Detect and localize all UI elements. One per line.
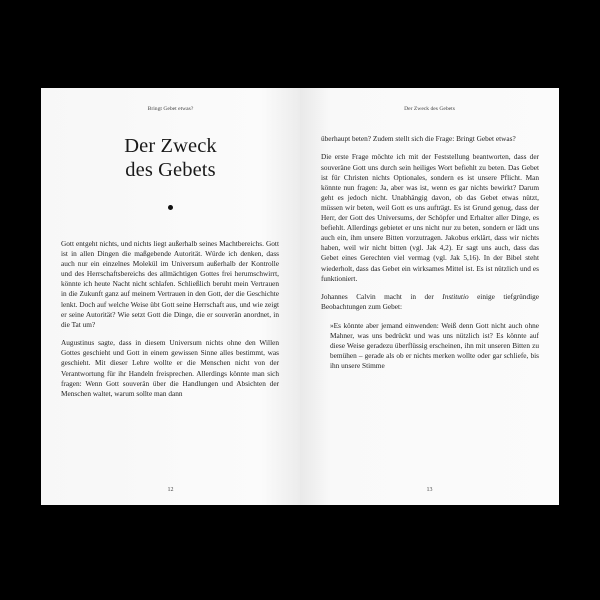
open-book (41, 88, 559, 505)
page-number: 12 (167, 487, 174, 493)
paragraph: Gott entgeht nichts, und nichts liegt außerhalb seines Machtbereichs. Gott ist in allen Dingen die maßgebende Autorität. Würde ich denken, dass auch nur ein einzelnes Molekül im Universum außerhalb der Kontrolle und des Herrschaftsbereichs des allmächtigen Gottes frei herumschwirrt, könnte ich heute Nacht nicht schlafen. Schließlich beruht mein Vertrauen in die Zukunft ganz auf meinem Vertrauen in den Gott, der die Geschichte lenkt. Doch auf welche Weise übt Gott seine Herrschaft aus, und wie zeigt er seine Autorität? Wie setzt Gott die Dinge, die er souverän anordnet, in die Tat um? (61, 239, 279, 329)
ornament-dot-icon (168, 205, 173, 210)
paragraph: Augustinus sagte, dass in diesem Universum nichts ohne den Willen Gottes geschieht und Gott in einem gewissen Sinne alles bestimmt, was geschieht. Mit dieser Lehre wollte er die Menschen nicht von der Verantwortung für ihr Handeln freisprechen. Allerdings könnte man sich fragen: Wenn Gott souverän über die Handlungen und Absichten der Menschen waltet, warum sollte man dann (61, 338, 279, 398)
running-head: Bringt Gebet etwas? (147, 106, 194, 112)
page-number: 13 (426, 487, 433, 493)
text-run: Johannes Calvin macht in der (321, 292, 443, 302)
book-title-italic: Institutio (442, 292, 469, 302)
paragraph-calvin (321, 292, 539, 312)
left-page (41, 88, 300, 505)
block-quote: »Es könnte aber jemand einwenden: Weiß denn Gott nicht auch ohne Mahner, was uns bedrückt und was uns nützlich ist? Es könnte auf diese Weise geradezu überflüssig erscheinen, ihn mit unseren Bitten zu bemühen – gerade als ob er nichts merken wollte oder gar schliefe, bis ihn unsere Stimme (330, 320, 539, 371)
left-body-text (61, 239, 279, 407)
paragraph: Die erste Frage möchte ich mit der Feststellung beantworten, dass der souveräne Gott uns durch sein heiliges Wort befiehlt zu beten. Das Gebet ist für Christen nichts Optionales, sondern es ist unsere Pflicht. Man könnte nun fragen: Ja, aber was ist, wenn es gar nichts bewirkt? Darum geht es jedoch nicht. Unabhängig davon, ob das Gebet etwas nützt, müssen wir beten, weil Gott es uns aufträgt. Es ist Grund genug, dass der Herr, der Gott des Universums, der Schöpfer und Erhalter aller Dinge, es befiehlt. Allerdings gebietet er uns nicht nur zu beten, sondern er lädt uns auch ein, ihm unsere Bitten vorzutragen. Jakobus erklärt, dass wir nichts haben, weil wir nicht bitten (vgl. Jak 4,2). Er sagt uns auch, dass das Gebet eines Gerechten viel vermag (vgl. Jak 5,16). In der Bibel steht wiederholt, dass das Gebet ein wirksames Mittel ist. Es ist nützlich und es funktioniert. (321, 152, 539, 283)
chapter-title-line-1: Der Zweck (124, 135, 217, 157)
right-body-text (321, 134, 539, 380)
chapter-title (41, 134, 300, 182)
paragraph: überhaupt beten? Zudem stellt sich die Frage: Bringt Gebet etwas? (321, 134, 516, 143)
text-run: einige tiefgründige Beobachtungen zum Gebet: (321, 292, 540, 312)
running-head: Der Zweck des Gebets (404, 106, 455, 112)
chapter-title-line-2: des Gebets (125, 159, 216, 181)
right-page (300, 88, 559, 505)
